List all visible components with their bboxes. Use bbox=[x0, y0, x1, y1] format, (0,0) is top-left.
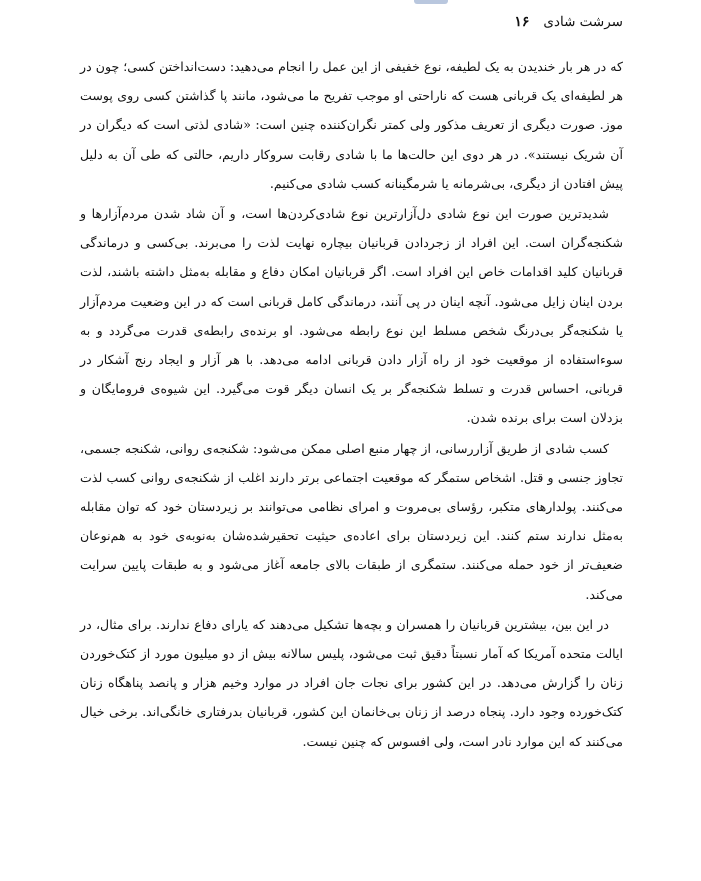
page-top-mark bbox=[414, 0, 448, 4]
running-title: سرشت شادی bbox=[543, 14, 623, 30]
page-number: ۱۶ bbox=[514, 14, 530, 30]
body-text bbox=[80, 52, 623, 756]
paragraph-4: در این بین، بیشترین قربانیان را همسران و بچه‌ها تشکیل می‌دهند که یارای دفاع ندارند. برای مثال، در ایالت متحده آمریکا که آمار نسبتاً دقیق ثبت می‌شود، پلیس سالانه بیش از دو میلیون مورد از کتک‌خوردن زنان را گزارش می‌دهد. در این کشور برای نجات جان افراد در موارد وخیم هزار و پانصد پناهگاه زنان کتک‌خورده وجود دارد. پنجاه درصد از زنان بی‌خانمان این کشور، قربانیان بدرفتاری خانگی‌اند. برخی خیال می‌کنند که این موارد نادر است، ولی افسوس که چنین نیست. bbox=[80, 616, 623, 749]
paragraph-1: که در هر بار خندیدن به یک لطیفه، نوع خفیفی از این عمل را انجام می‌دهید: دست‌انداختن کسی؛ چون در هر لطیفه‌ای یک قربانی هست که ناراحتی او موجب تفریح ما می‌شود، مانند پا گذاشتن کسی روی پوست موز. صورت دیگری از تعریف مذکور ولی کمتر نگران‌کننده چنین است: «شادی لذتی است که دیگران در آن شریک نیستند». در هر دوی این حالت‌ها ما با شادی رقابت سروکار داریم، حالتی که طی آن به دلیل پیش افتادن از دیگری، بی‌شرمانه یا شرمگینانه کسب شادی می‌کنیم. bbox=[80, 59, 623, 191]
paragraph-2: شدیدترین صورت این نوع شادی دل‌آزارترین نوع شادی‌کردن‌ها است، و آن شاد شدن مردم‌آزارها و شکنجه‌گران است. این افراد از زجردادن قربانیان بیچاره نهایت لذت را می‌برند. بی‌کسی و درماندگی قربانیان کلید اقدامات خاص این افراد است. اگر قربانیان امکان دفاع و مقابله به‌مثل داشته باشند، لذت بردن اینان زایل می‌شود. آنچه اینان در پی آنند، درماندگی کامل قربانی است که در این وضعیت مردم‌آزار یا شکنجه‌گر بی‌درنگ شخص مسلط این نوع رابطه می‌شود. او برنده‌ی رابطه‌ی قدرت می‌گردد و به سوءاستفاده از موقعیت خود از راه آزار دادن قربانی ادامه می‌دهد. با هر آزار و ایجاد رنج آشکار در قربانی، احساس قدرت و تسلط شکنجه‌گر بر یک انسان دیگر قوت می‌گیرد. این شیوه‌ی فرومایگان و بزدلان است برای برنده شدن. bbox=[80, 206, 623, 426]
running-header bbox=[80, 14, 623, 34]
paragraph-3: کسب شادی از طریق آزاررسانی، از چهار منبع اصلی ممکن می‌شود: شکنجه‌ی روانی، شکنجه جسمی، تجاوز جنسی و قتل. اشخاص ستمگر که موقعیت اجتماعی برتر دارند اغلب از شکنجه‌ی روانی کسب لذت می‌کنند. پولدارهای متکبر، رؤسای بی‌مروت و امرای نظامی می‌توانند بر زیردستان خود که توان مقابله به‌مثل ندارند ستم کنند. این زیردستان برای اعاده‌ی حیثیت تحقیرشده‌شان به‌نوبه‌ی خود به هم‌نوعان ضعیف‌تر از خود حمله می‌کنند. ستمگری از طبقات بالای جامعه آغاز می‌شود و به طبقات پایین سرایت می‌کند. bbox=[80, 440, 623, 602]
